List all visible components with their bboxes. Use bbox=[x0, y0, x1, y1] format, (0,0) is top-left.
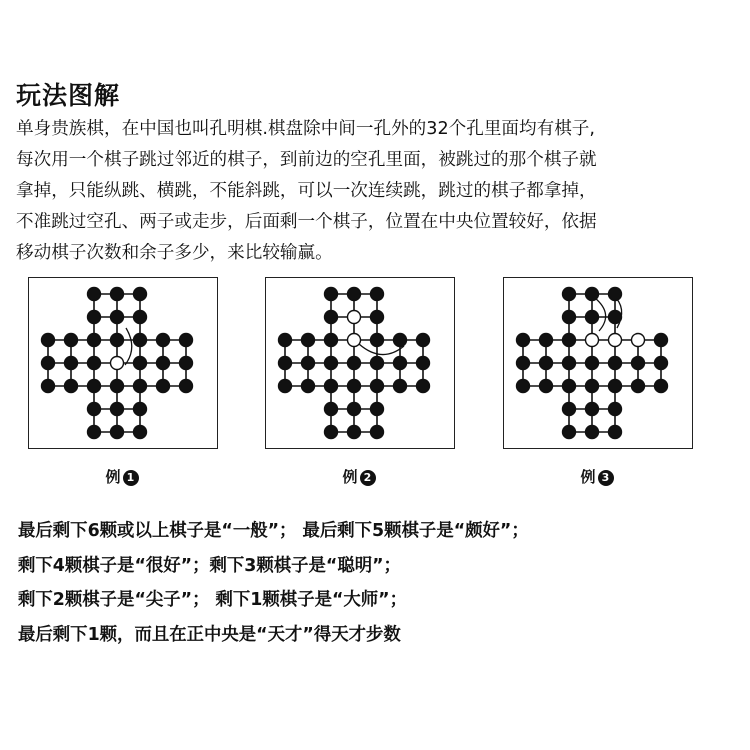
peg bbox=[65, 334, 78, 347]
peg bbox=[586, 357, 599, 370]
number-badge-icon: 1 bbox=[123, 470, 139, 486]
jump-arc bbox=[125, 328, 132, 365]
peg bbox=[563, 380, 576, 393]
example-caption-2 bbox=[329, 466, 389, 487]
peg bbox=[586, 311, 599, 324]
peg bbox=[302, 357, 315, 370]
peg bbox=[371, 403, 384, 416]
peg bbox=[586, 288, 599, 301]
peg bbox=[371, 334, 384, 347]
peg bbox=[88, 380, 101, 393]
peg bbox=[517, 357, 530, 370]
peg bbox=[348, 288, 361, 301]
intro-line: 拿掉，只能纵跳、横跳，不能斜跳，可以一次连续跳，跳过的棋子都拿掉， bbox=[16, 181, 597, 201]
example-board-3 bbox=[503, 277, 693, 449]
peg bbox=[134, 403, 147, 416]
peg bbox=[540, 334, 553, 347]
peg bbox=[111, 311, 124, 324]
peg bbox=[417, 380, 430, 393]
peg bbox=[134, 334, 147, 347]
peg bbox=[371, 311, 384, 324]
peg bbox=[279, 380, 292, 393]
peg bbox=[371, 288, 384, 301]
peg bbox=[88, 403, 101, 416]
peg bbox=[517, 380, 530, 393]
peg bbox=[180, 334, 193, 347]
empty-hole bbox=[348, 334, 361, 347]
peg bbox=[325, 288, 338, 301]
peg bbox=[417, 334, 430, 347]
example-board-1 bbox=[28, 277, 218, 449]
page-title: 玩法图解 bbox=[16, 81, 121, 110]
peg bbox=[394, 334, 407, 347]
board-diagram-1 bbox=[29, 278, 219, 450]
scoring-rules bbox=[18, 514, 746, 652]
board-diagram-3 bbox=[504, 278, 694, 450]
peg bbox=[134, 357, 147, 370]
example-caption-1 bbox=[92, 466, 152, 487]
peg bbox=[42, 380, 55, 393]
peg bbox=[325, 403, 338, 416]
peg bbox=[609, 426, 622, 439]
peg bbox=[111, 403, 124, 416]
peg bbox=[88, 311, 101, 324]
empty-hole bbox=[609, 334, 622, 347]
peg bbox=[42, 334, 55, 347]
intro-line: 每次用一个棋子跳过邻近的棋子，到前边的空孔里面，被跳过的那个棋子就 bbox=[16, 150, 597, 170]
peg bbox=[632, 380, 645, 393]
peg bbox=[302, 380, 315, 393]
board-diagram-2 bbox=[266, 278, 456, 450]
peg bbox=[325, 357, 338, 370]
peg bbox=[65, 357, 78, 370]
peg bbox=[65, 380, 78, 393]
peg bbox=[371, 426, 384, 439]
peg bbox=[42, 357, 55, 370]
rule-line: 剩下2颗棋子是“尖子”； 剩下1颗棋子是“大师”； bbox=[18, 590, 408, 610]
peg bbox=[111, 426, 124, 439]
peg bbox=[134, 426, 147, 439]
peg bbox=[88, 357, 101, 370]
peg bbox=[394, 357, 407, 370]
peg bbox=[348, 403, 361, 416]
peg bbox=[563, 334, 576, 347]
peg bbox=[348, 426, 361, 439]
peg bbox=[88, 334, 101, 347]
peg bbox=[180, 380, 193, 393]
empty-hole bbox=[586, 334, 599, 347]
peg bbox=[371, 357, 384, 370]
example-board-2 bbox=[265, 277, 455, 449]
peg bbox=[111, 334, 124, 347]
peg bbox=[279, 334, 292, 347]
peg bbox=[540, 357, 553, 370]
number-badge-icon: 3 bbox=[598, 470, 614, 486]
peg bbox=[517, 334, 530, 347]
rule-line: 最后剩下6颗或以上棋子是“一般”； 最后剩下5颗棋子是“颇好”； bbox=[18, 521, 529, 541]
peg bbox=[371, 380, 384, 393]
peg bbox=[609, 403, 622, 416]
empty-hole bbox=[348, 311, 361, 324]
peg bbox=[111, 380, 124, 393]
peg bbox=[563, 288, 576, 301]
peg bbox=[655, 380, 668, 393]
peg bbox=[325, 426, 338, 439]
peg bbox=[394, 380, 407, 393]
empty-hole bbox=[632, 334, 645, 347]
peg bbox=[302, 334, 315, 347]
peg bbox=[157, 334, 170, 347]
peg bbox=[563, 403, 576, 416]
peg bbox=[586, 403, 599, 416]
empty-hole bbox=[111, 357, 124, 370]
peg bbox=[180, 357, 193, 370]
intro-line: 单身贵族棋，在中国也叫孔明棋.棋盘除中间一孔外的32个孔里面均有棋子, bbox=[16, 119, 595, 139]
peg bbox=[655, 357, 668, 370]
peg bbox=[586, 426, 599, 439]
peg bbox=[609, 288, 622, 301]
peg bbox=[111, 288, 124, 301]
caption-label: 例 bbox=[105, 468, 121, 486]
peg bbox=[134, 311, 147, 324]
peg bbox=[325, 334, 338, 347]
peg bbox=[563, 311, 576, 324]
example-caption-3 bbox=[567, 466, 627, 487]
peg bbox=[563, 357, 576, 370]
peg bbox=[157, 380, 170, 393]
peg bbox=[88, 288, 101, 301]
peg bbox=[88, 426, 101, 439]
peg bbox=[325, 311, 338, 324]
peg bbox=[655, 334, 668, 347]
intro-line: 移动棋子次数和余子多少，来比较输赢。 bbox=[16, 243, 333, 263]
rule-line: 剩下4颗棋子是“很好”；剩下3颗棋子是“聪明”； bbox=[18, 555, 401, 576]
peg bbox=[540, 380, 553, 393]
peg bbox=[348, 357, 361, 370]
peg bbox=[325, 380, 338, 393]
peg bbox=[157, 357, 170, 370]
peg bbox=[279, 357, 292, 370]
number-badge-icon: 2 bbox=[360, 470, 376, 486]
peg bbox=[348, 380, 361, 393]
caption-label: 例 bbox=[580, 468, 596, 486]
peg bbox=[609, 311, 622, 324]
rule-line: 最后剩下1颗，而且在正中央是“天才”得天才步数 bbox=[18, 624, 401, 645]
peg bbox=[609, 357, 622, 370]
peg bbox=[134, 380, 147, 393]
caption-label: 例 bbox=[342, 468, 358, 486]
peg bbox=[417, 357, 430, 370]
peg bbox=[134, 288, 147, 301]
peg bbox=[586, 380, 599, 393]
peg bbox=[609, 380, 622, 393]
intro-line: 不准跳过空孔、两子或走步，后面剩一个棋子，位置在中央位置较好，依据 bbox=[16, 212, 597, 232]
peg bbox=[632, 357, 645, 370]
peg bbox=[563, 426, 576, 439]
